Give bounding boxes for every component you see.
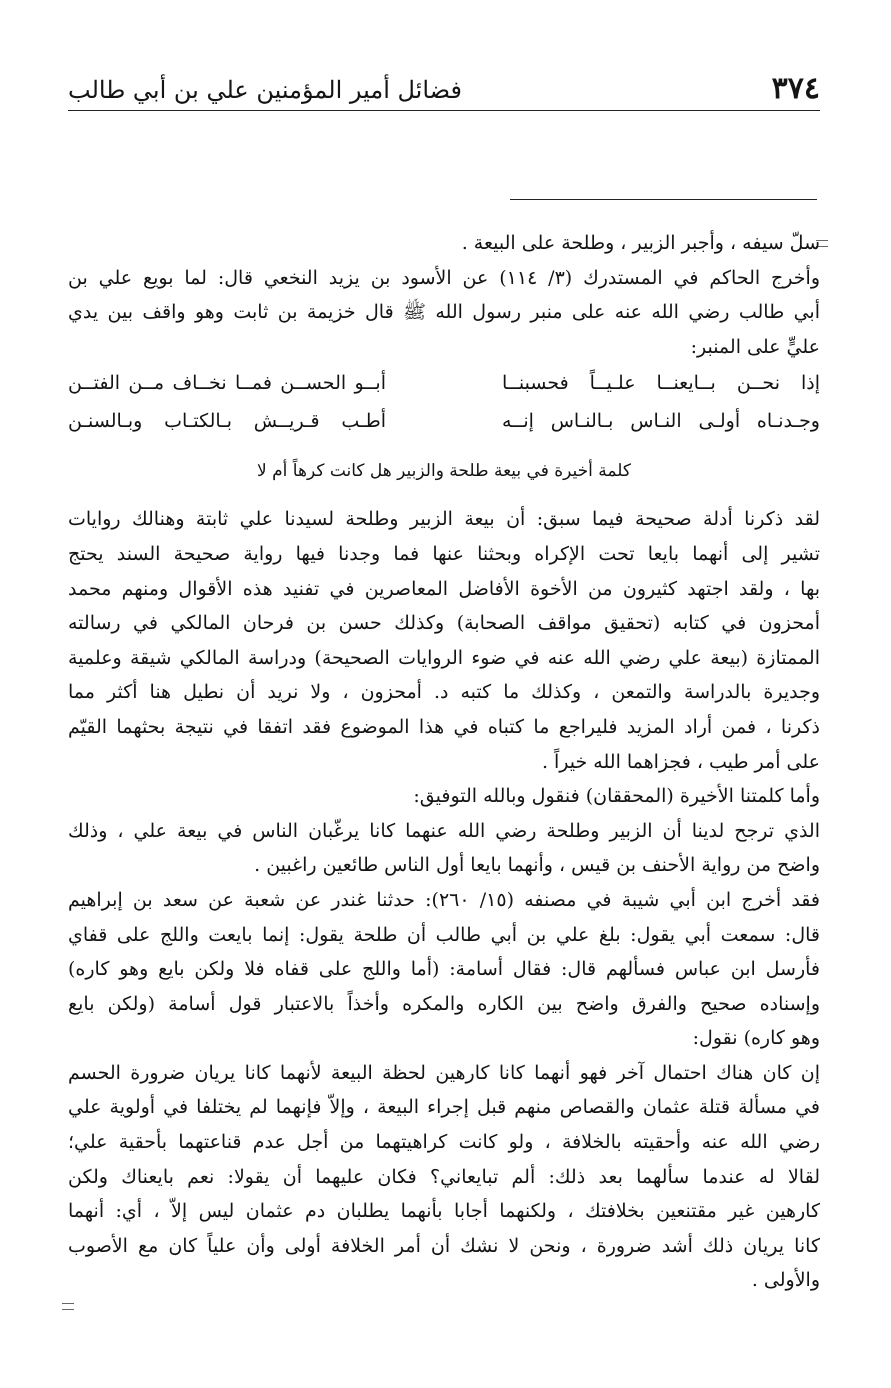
paragraph-5 [68,883,820,1056]
poem-verse [68,364,820,402]
text-line: تشير إلى أنهما بايعا تحت الإكراه وبحثنا عنها فما وجدنا فيها رواية صحيحة السند يحتج [68,542,820,565]
poem [68,364,820,440]
body-text [68,226,820,1298]
running-title: فضائل أمير المؤمنين علي بن أبي طالب [68,76,462,104]
text-line: كارهين غير مقتنعين بخلافتك ، ولكنهما أجابا بأنهما يطلبان دم عثمان ليس إلاّ ، أي: أنهما [68,1200,820,1223]
paragraph-1 [68,226,820,364]
text-line: وجديرة بالدراسة والتمعن ، وكذلك ما كتبه د. أمحزون ، ولا نريد أن نطيل هنا أكثر مما [68,681,820,704]
section-heading: كلمة أخيرة في بيعة طلحة والزبير هل كانت كرهاً أم لا [257,461,631,482]
text-line: وأما كلمتنا الأخيرة (المحققان) فنقول وبالله التوفيق: [413,785,820,808]
text-line: أمحزون في كتابه (تحقيق مواقف الصحابة) وكذلك حسن بن فرحان المالكي في رسالته [68,612,820,635]
text-line: في مسألة قتلة عثمان والقصاص منهم قبل إجراء البيعة ، وإلاّ فإنهما لم يختلفا في أولوية علي [68,1096,820,1119]
text-line: إن كان هناك احتمال آخر فهو أنهما كانا كارهين لحظة البيعة لأنهما كانا يريان ضرورة الحسم [68,1061,820,1084]
text-line: والأولى . [751,1269,820,1292]
text-line: بها ، ولقد اجتهد كثيرون من الأخوة الأفاضل المعاصرين في تفنيد هذه الأقوال ومنهم محمد [68,577,820,600]
text-line: ذكرنا ، فمن أراد المزيد فليراجع ما كتباه في هذا الموضوع فقد اتفقا في نتيجة بحثهما القيّم [68,715,820,738]
text-line: الذي ترجح لدينا أن الزبير وطلحة رضي الله عنهما كانا يرغّبان الناس في بيعة علي ، وذلك [68,819,820,842]
text-line: لقد ذكرنا أدلة صحيحة فيما سبق: أن بيعة الزبير وطلحة لسيدنا علي ثابتة وهنالك روايات [68,508,820,531]
paragraph-6 [68,1056,820,1298]
footnote-separator-rule [510,199,817,200]
text-line: قال: سمعت أبي يقول: بلغ علي بن أبي طالب أن طلحة يقول: إنما بايعت واللج على قفاي [68,923,820,946]
text-line: أبي طالب رضي الله عنه على منبر رسول الله ﷺ قال خزيمة بن ثابت وهو واقف بين يدي [68,301,820,324]
paragraph-4 [68,814,820,883]
paragraph-3 [68,779,820,814]
text-line: عليٍّ على المنبر: [690,335,820,358]
text-line: واضح من رواية الأحنف بن قيس ، وأنهما بايعا أول الناس طائعين راغبين . [254,854,820,877]
poem-hemistich: وجـدنـاه أولـى النـاس بـالنـاس إنــه [502,410,820,433]
page-header [68,70,820,111]
text-line: فقد أخرج ابن أبي شيبة في مصنفه (١٥/ ٢٦٠): حدثنا غندر عن شعبة عن سعد بن إبراهيم [68,888,820,911]
text-line: سلّ سيفه ، وأجبر الزبير ، وطلحة على البيعة . [461,232,820,254]
page-number: ٣٧٤ [771,71,820,106]
poem-hemistich: إذا نحــن بــايعنــا علـيــاً فحسبنــا [502,372,820,395]
text-line: وإسناده صحيح والفرق واضح بين الكاره والمكره وأخذاً بالاعتبار قول أسامة (ولكن بايع [68,992,820,1015]
poem-hemistich: أطـب قـريــش بـالكتـاب وبـالسنـن [68,410,386,433]
poem-verse [68,402,820,440]
text-line: رضي الله عنه وأحقيته بالخلافة ، ولو كانت كراهيتهما من أجل عدم قناعتهما بأحقية علي؛ [68,1131,820,1154]
margin-mark [62,1303,74,1310]
text-line: وهو كاره) نقول: [692,1027,820,1050]
paragraph-2 [68,502,820,779]
text-line: الممتازة (بيعة علي رضي الله عنه في ضوء الروايات الصحيحة) ودراسة المالكي شيقة وعلمية [68,646,820,669]
poem-hemistich: أبــو الحســن فمــا نخــاف مــن الفتــن [68,372,386,395]
text-line: لقالا له عندما سألهما بعد ذلك: ألم تبايعاني؟ فكان عليهما أن يقولا: نعم بايعناك ولكن [68,1165,820,1188]
text-line: كانا يريان ذلك أشد ضرورة ، ونحن لا نشك أن أمر الخلافة أولى وأن علياً كان مع الأصوب [68,1234,820,1257]
text-line: فأرسل ابن عباس فسألهم قال: فقال أسامة: (أما واللج على قفاه فلا ولكن بايع وهو كاره) [68,958,820,981]
text-line: وأخرج الحاكم في المستدرك (٣/ ١١٤) عن الأسود بن يزيد النخعي قال: لما بويع علي بن [68,266,820,289]
text-line: على أمر طيب ، فجزاهما الله خيراً . [541,750,820,773]
